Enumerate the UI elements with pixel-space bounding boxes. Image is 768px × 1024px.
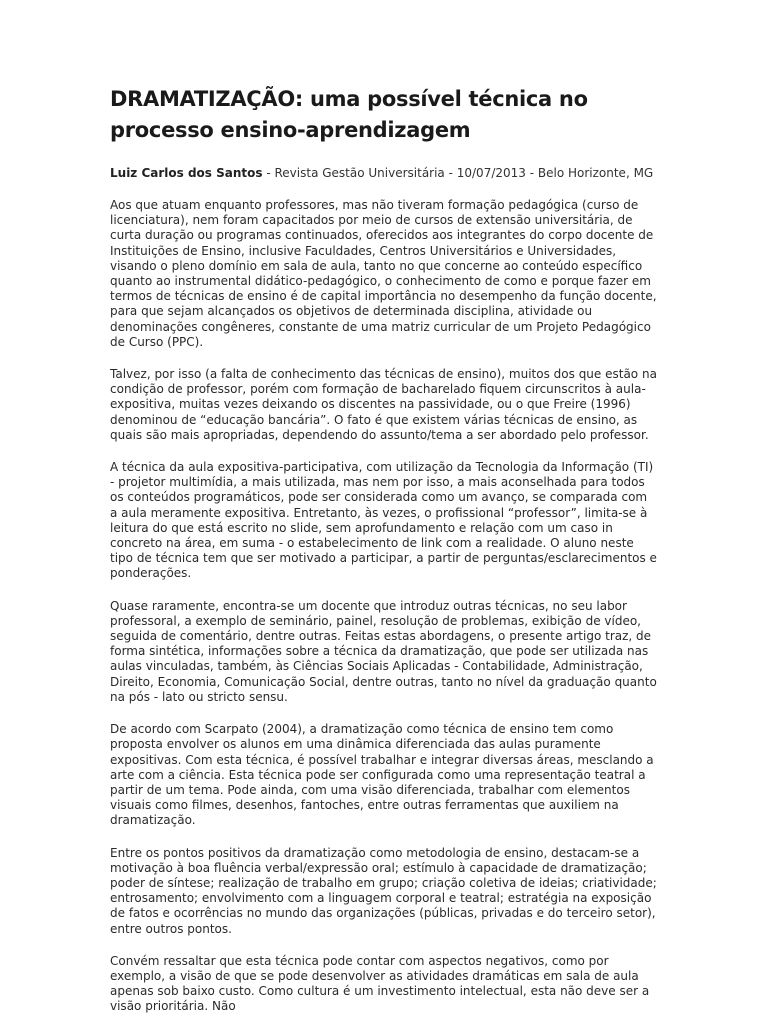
document-page	[110, 84, 658, 1015]
paragraph-1: Aos que atuam enquanto professores, mas não tiveram formação pedagógica (curso de licenciatura), nem foram capacitados por meio de cursos de extensão universitária, de curta duração ou programas continuados, oferecidos aos integrantes do corpo docente de Instituições de Ensino, inclusive Faculdades, Centros Universitários e Universidades, visando o pleno domínio em sala de aula, tanto no que concerne ao conteúdo específico quanto ao instrumental didático-pedagógico, o conhecimento de como e porque fazer em termos de técnicas de ensino é de capital importância no desempenho da função docente, para que sejam alcançados os objetivos de determinada disciplina, atividade ou denominações congêneres, constante de uma matriz curricular de um Projeto Pedagógico de Curso (PPC).	[110, 198, 657, 349]
paragraph-7: Convém ressaltar que esta técnica pode contar com aspectos negativos, como por exemplo, a visão de que se pode desenvolver as atividades dramáticas em sala de aula apenas sob baixo custo. Como cultura é um investimento intelectual, esta não deve ser a visão prioritária. Não	[110, 953, 650, 1014]
publication-meta: - Revista Gestão Universitária - 10/07/2013 - Belo Horizonte, MG	[262, 166, 654, 180]
article-title: DRAMATIZAÇÃO: uma possível técnica no processo ensino-aprendizagem	[110, 87, 588, 142]
paragraph-4: Quase raramente, encontra-se um docente que introduz outras técnicas, no seu labor professoral, a exemplo de seminário, painel, resolução de problemas, exibição de vídeo, seguida de comentário, dentre outras. Feitas estas abordagens, o presente artigo traz, de forma sintética, informações sobre a técnica da dramatização, que pode ser utilizada nas aulas vinculadas, também, às Ciências Sociais Aplicadas - Contabilidade, Administração, Direito, Economia, Comunicação Social, dentre outras, tanto no nível da graduação quanto na pós - lato ou stricto sensu.	[110, 598, 657, 704]
author-name: Luiz Carlos dos Santos	[110, 166, 263, 180]
paragraph-2: Talvez, por isso (a falta de conhecimento das técnicas de ensino), muitos dos que estão na condição de professor, porém com formação de bacharelado fiquem circunscritos à aula-expositiva, muitas vezes deixando os discentes na passividade, ou o que Freire (1996) denominou de “educação bancária”. O fato é que existem várias técnicas de ensino, as quais são mais apropriadas, dependendo do assunto/tema a ser abordado pelo professor.	[110, 367, 657, 442]
paragraph-5: De acordo com Scarpato (2004), a dramatização como técnica de ensino tem como proposta envolver os alunos em uma dinâmica diferenciada das aulas puramente expositivas. Com esta técnica, é possível trabalhar e integrar diversas áreas, mesclando a arte com a ciência. Esta técnica pode ser configurada como uma representação teatral a partir de um tema. Pode ainda, com uma visão diferenciada, trabalhar com elementos visuais como filmes, desenhos, fantoches, entre outras ferramentas que auxiliem na dramatização.	[110, 722, 654, 828]
article-body	[110, 198, 658, 1015]
byline	[110, 165, 658, 181]
paragraph-6: Entre os pontos positivos da dramatização como metodologia de ensino, destacam-se a motivação à boa fluência verbal/expressão oral; estímulo à capacidade de dramatização; poder de síntese; realização de trabalho em grupo; criação coletiva de ideias; criatividade; entrosamento; envolvimento com a linguagem corporal e teatral; estratégia na exposição de fatos e ocorrências no mundo das organizações (públicas, privadas e do terceiro setor), entre outros pontos.	[110, 845, 657, 936]
paragraph-3: A técnica da aula expositiva-participativa, com utilização da Tecnologia da Informação (TI) - projetor multimídia, a mais utilizada, mas nem por isso, a mais aconselhada para todos os conteúdos programáticos, pode ser considerada como um avanço, se comparada com a aula meramente expositiva. Entretanto, às vezes, o profissional “professor”, limita-se à leitura do que está escrito no slide, sem aprofundamento e relação com um caso in concreto na área, em suma - o estabelecimento de link com a realidade. O aluno neste tipo de técnica tem que ser motivado a participar, a partir de perguntas/esclarecimentos e ponderações.	[110, 460, 657, 581]
